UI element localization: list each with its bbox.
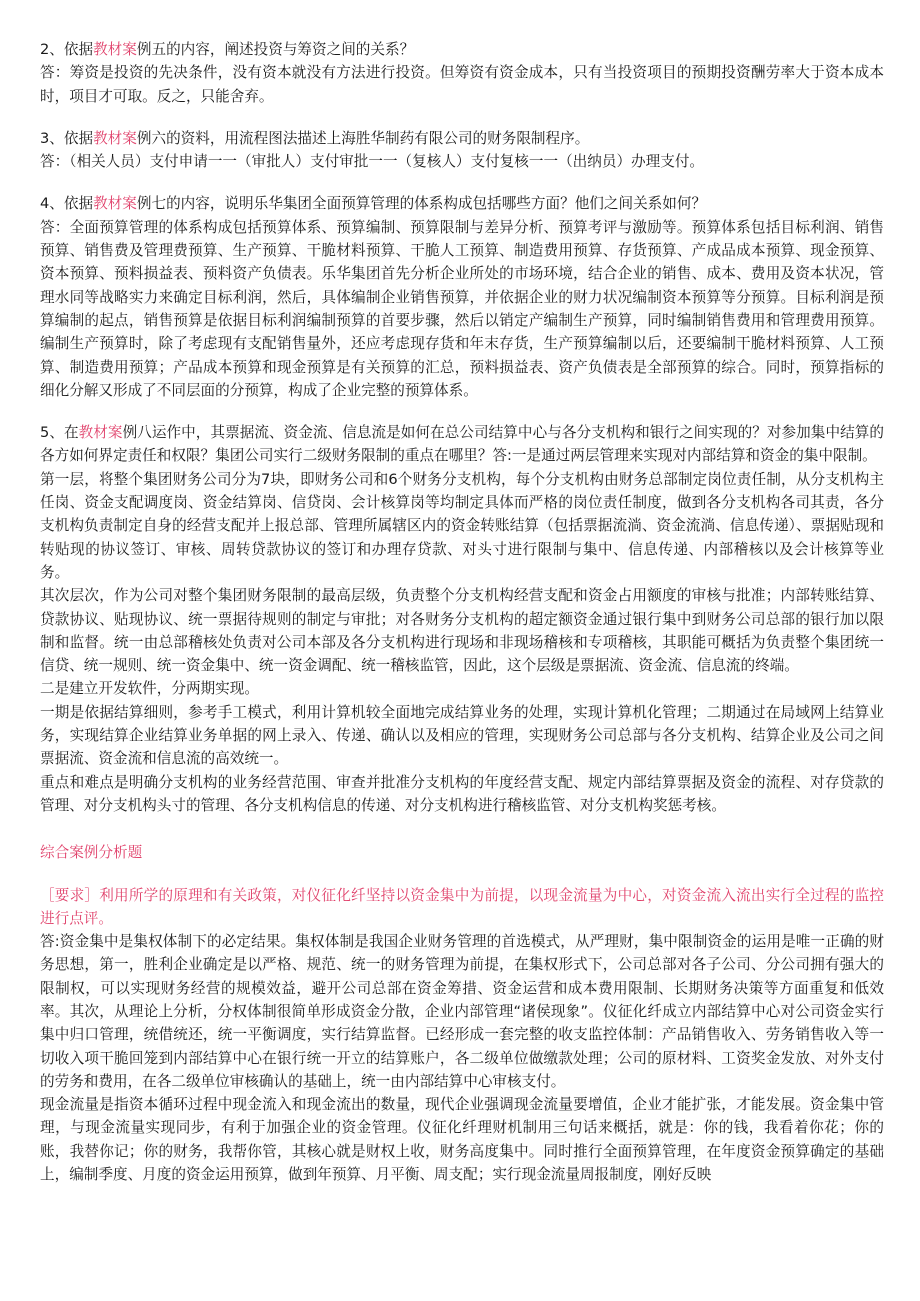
textbook-case-link[interactable]: 教材案 xyxy=(93,195,137,213)
question-5-paragraph: 二是建立开发软件，分两期实现。 xyxy=(40,680,259,698)
question-4 xyxy=(40,192,884,402)
textbook-case-link[interactable]: 教材案 xyxy=(78,424,123,442)
question-2-prompt: 2、依据教材案例五的内容，阐述投资与筹资之间的关系？ xyxy=(40,41,415,58)
comprehensive-answer-paragraph: 答:资金集中是集权体制下的必定结果。集权体制是我国企业财务管理的首选模式，从严理财，集中限制资金的运用是唯一正确的财务思想，第一，胜利企业确定是以严格、规范、统一的财务管理为前提，在集权形式下，公司总部对各子公司、分公司拥有强大的限制权，可以实现财务经营的规模效益，避开公司总部在资金筹措、资金运营和成本费用限制、长期财务决策等方面重复和低效率。其次，从理论上分析，分权体制很简单形成资金分散，企业内部管理“诸侯现象”。仪征化纤成立内部结算中心对公司资金实行集中归口管理，统借统还，统一平衡调度，实行结算监督。已经形成一套完整的收支监控体制：产品销售收入、劳务销售收入等一切收入项干脆回笼到内部结算中心在银行统一开立的结算账户，各二级单位做缴款处理；公司的原材料、工资奖金发放、对外支付的劳务和费用，在各二级单位审核确认的基础上，统一由内部结算中心审核支付。 xyxy=(40,933,884,1090)
question-5-paragraph: 重点和难点是明确分支机构的业务经营范围、审查并批准分支机构的年度经营支配、规定内部结算票据及资金的流程、对存贷款的管理、对分支机构头寸的管理、各分支机构信息的传递、对分支机构进行稽核监管、对分支机构奖惩考核。 xyxy=(40,773,884,814)
comprehensive-case xyxy=(40,884,884,1187)
question-5-paragraph: 一期是依据结算细则，参考手工模式，利用计算机较全面地完成结算业务的处理，实现计算机化管理；二期通过在局域网上结算业务，实现结算企业结算业务单据的网上录入、传递、确认以及相应的管理，实现财务公司总部与各分支机构、结算企业及公司之间票据流、资金流和信息流的高效统一。 xyxy=(40,703,884,768)
section-heading: 综合案例分析题 xyxy=(40,844,143,862)
requirement-text: ［要求］利用所学的原理和有关政策，对仪征化纤坚持以资金集中为前提，以现金流量为中心，对资金流入流出实行全过程的监控进行点评。 xyxy=(40,886,884,927)
question-3-prompt: 3、依据教材案例六的资料，用流程图法描述上海胜华制药有限公司的财务限制程序。 xyxy=(40,129,590,147)
comprehensive-answer-paragraph: 现金流量是指资本循环过程中现金流入和现金流出的数量，现代企业强调现金流量要增值，企业才能扩张，才能发展。资金集中管理，与现金流量实现同步，有利于加强企业的资金管理。仪征化纤理财机制用三句话来概括，就是：你的钱，我看着你花；你的账，我替你记；你的财务，我帮你管，其核心就是财权上收，财务高度集中。同时推行全面预算管理，在年度资金预算确定的基础上，编制季度、月度的资金运用预算，做到年预算、月平衡、周支配；实行现金流量周报制度，刚好反映 xyxy=(40,1096,884,1184)
question-3 xyxy=(40,127,884,174)
question-5-paragraph: 其次层次，作为公司对整个集团财务限制的最高层级，负责整个分支机构经营支配和资金占用额度的审核与批准；内部转账结算、贷款协议、贴现协议、统一票据待规则的制定与审批；对各财务分支机构的超定额资金通过银行集中到财务公司总部的银行加以限制和监督。统一由总部稽核处负责对公司本部及各分支机构进行现场和非现场稽核和专项稽核，其职能可概括为负责整个集团统一信贷、统一规则、统一资金集中、统一资金调配、统一稽核监管，因此，这个层级是票据流、资金流、信息流的终端。 xyxy=(40,587,884,675)
question-2-answer: 答：筹资是投资的先决条件，没有资本就没有方法进行投资。但筹资有资金成本，只有当投资项目的预期投资酬劳率大于资本成本时，项目才可取。反之，只能舍弃。 xyxy=(40,64,884,105)
question-4-answer: 答：全面预算管理的体系构成包括预算体系、预算编制、预算限制与差异分析、预算考评与激励等。预算体系包括目标利润、销售预算、销售费及管理费预算、生产预算、干脆材料预算、干脆人工预算、制造费用预算、存货预算、产成品成本预算、现金预算、资本预算、预料损益表、预料资产负债表。乐华集团首先分析企业所处的市场环境，结合企业的销售、成本、费用及资本状况，管理水同等战略实力来确定目标利润，然后，具体编制企业销售预算，并依据企业的财力状况编制资本预算等分预算。目标利润是预算编制的起点，销售预算是依据目标利润编制预算的首要步骤，然后以销定产编制生产预算，同时编制销售费用和管理费用预算。编制生产预算时，除了考虑现有支配销售量外，还应考虑现存货和年末存货，生产预算编制以后，还要编制干脆材料预算、人工预算、制造费用预算；产品成本预算和现金预算是有关预算的汇总，预料损益表、资产负债表是全部预算的综合。同时，预算指标的细化分解又形成了不同层面的分预算，构成了企业完整的预算体系。 xyxy=(40,218,884,399)
question-5 xyxy=(40,421,884,817)
question-4-prompt: 4、依据教材案例七的内容，说明乐华集团全面预算管理的体系构成包括哪些方面？他们之间关系如何？ xyxy=(40,195,707,213)
textbook-case-link[interactable]: 教材案 xyxy=(93,41,137,58)
question-5-paragraph: 第一层，将整个集团财务公司分为7块，即财务公司和6个财务分支机构，每个分支机构由财务总部制定岗位责任制，从分支机构主任岗、资金支配调度岗、资金结算岗、信贷岗、会计核算岗等均制定具体而严格的岗位责任制度，做到各分支机构各司其责，各分支机构负责制定自身的经营支配并上报总部、管理所属辖区内的资金转账结算（包括票据流淌、资金流淌、信息传递）、票据贴现和转贴现的协议签订、审核、周转贷款协议的签订和办理存贷款、对头寸进行限制与集中、信息传递、内部稽核以及会计核算等业务。 xyxy=(40,470,884,581)
question-5-prompt: 5、在教材案例八运作中，其票据流、资金流、信息流是如何在总公司结算中心与各分支机构和银行之间实现的？对参加集中结算的各方如何界定责任和权限？集团公司实行二级财务限制的重点在哪里？答:一是通过两层管理来实现对内部结算和资金的集中限制。 xyxy=(40,424,884,465)
textbook-case-link[interactable]: 教材案 xyxy=(93,129,137,147)
question-3-answer: 答：（相关人员）支付申请一一（审批人）支付审批一一（复核人）支付复核一一（出纳员）办理支付。 xyxy=(40,153,705,171)
question-2 xyxy=(40,38,884,108)
